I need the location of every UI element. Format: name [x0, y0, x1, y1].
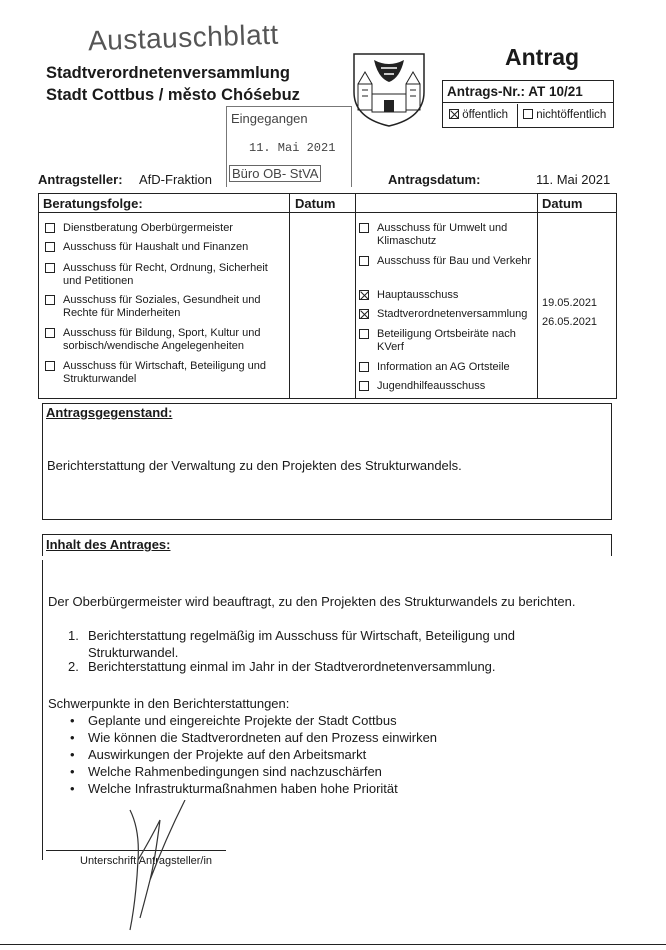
bullet-marker: • — [70, 764, 75, 779]
committee-item[interactable] — [359, 328, 535, 354]
committee-label: Ausschuss für Recht, Ordnung, Sicherheit und Petitionen — [63, 262, 268, 287]
committee-item[interactable] — [359, 380, 535, 393]
committee-checkbox[interactable] — [45, 361, 55, 371]
committee-item[interactable] — [45, 262, 285, 288]
received-stamp-line1: Eingegangen — [231, 111, 308, 126]
gegenstand-title: Antragsgegenstand: — [46, 405, 173, 420]
inhalt-left-border — [42, 560, 43, 860]
city-crest-icon — [348, 44, 430, 128]
committee-label: Jugendhilfeausschuss — [377, 380, 486, 392]
grid-divider — [537, 194, 538, 398]
committee-label: Information an AG Ortsteile — [377, 361, 510, 373]
received-stamp-date: 11. Mai 2021 — [249, 141, 336, 155]
nonpublic-label: nichtöffentlich — [536, 109, 607, 121]
committee-label: Stadtverordnetenversammlung — [377, 308, 528, 320]
committee-label: Ausschuss für Bau und Verkehr — [377, 255, 532, 267]
committee-label: Ausschuss für Umwelt und Klimaschutz — [377, 222, 508, 247]
page-bottom-line — [0, 944, 666, 945]
datum-header-right: Datum — [542, 196, 583, 211]
committee-item[interactable] — [45, 360, 285, 386]
committee-checkbox[interactable] — [45, 295, 55, 305]
committee-item[interactable] — [45, 327, 285, 353]
bullet-item: Welche Rahmenbedingungen sind nachzuschärfen — [88, 764, 382, 779]
inhalt-intro: Der Oberbürgermeister wird beauftragt, zu den Projekten des Strukturwandels zu berichten. — [48, 594, 576, 609]
committee-label: Ausschuss für Haushalt und Finanzen — [63, 241, 249, 253]
public-option[interactable] — [449, 104, 508, 127]
nonpublic-option[interactable] — [523, 104, 606, 127]
numbered-marker: 1. — [68, 628, 79, 643]
committee-item[interactable] — [45, 294, 285, 320]
committee-label: Ausschuss für Wirtschaft, Beteiligung und Strukturwandel — [63, 360, 266, 385]
committee-label: Ausschuss für Bildung, Sport, Kultur und sorbisch/wendische Angelegenheiten — [63, 327, 261, 352]
gegenstand-text: Berichterstattung der Verwaltung zu den Projekten des Strukturwandels. — [47, 458, 462, 473]
committee-checkbox[interactable] — [45, 242, 55, 252]
committee-checkbox[interactable] — [359, 381, 369, 391]
grid-header-line — [39, 212, 616, 213]
antrags-nr-box — [442, 80, 614, 128]
committee-item[interactable] — [359, 308, 535, 321]
committee-checkbox[interactable] — [45, 223, 55, 233]
bullet-item: Geplante und eingereichte Projekte der Stadt Cottbus — [88, 713, 397, 728]
committee-item[interactable] — [359, 255, 535, 268]
received-stamp — [226, 106, 352, 187]
antrags-nr: Antrags-Nr.: AT 10/21 — [443, 81, 613, 103]
committee-checkbox[interactable] — [359, 256, 369, 266]
committee-item[interactable] — [359, 222, 535, 248]
meeting-date: 26.05.2021 — [542, 316, 598, 328]
committee-checkbox-checked[interactable] — [359, 290, 369, 300]
beratungsfolge-header: Beratungsfolge: — [43, 196, 143, 211]
meeting-date: 19.05.2021 — [542, 297, 598, 309]
document-type-title: Antrag — [505, 44, 580, 70]
bullet-marker: • — [70, 781, 75, 796]
divider — [517, 104, 518, 127]
public-label: öffentlich — [462, 109, 509, 121]
committee-item[interactable] — [45, 241, 285, 254]
applicant-value: AfD-Fraktion — [139, 172, 212, 187]
date-value: 11. Mai 2021 — [536, 172, 611, 187]
org-name-line2: Stadt Cottbus / město Chóśebuz — [46, 86, 300, 104]
committee-checkbox[interactable] — [45, 328, 55, 338]
bullet-item: Welche Infrastrukturmaßnahmen haben hohe Priorität — [88, 781, 398, 796]
committee-checkbox[interactable] — [45, 263, 55, 273]
public-checkbox[interactable] — [449, 109, 459, 119]
beratungsfolge-table — [38, 193, 617, 399]
bullet-marker: • — [70, 713, 75, 728]
visibility-options — [443, 104, 613, 127]
committee-checkbox[interactable] — [359, 223, 369, 233]
inhalt-title: Inhalt des Antrages: — [46, 537, 171, 552]
focus-heading: Schwerpunkte in den Berichterstattungen: — [48, 696, 290, 711]
numbered-item: Berichterstattung einmal im Jahr in der Stadtverordnetenversammlung. — [88, 659, 496, 674]
bullet-item: Auswirkungen der Projekte auf den Arbeitsmarkt — [88, 747, 367, 762]
date-label: Antragsdatum: — [388, 172, 481, 187]
numbered-marker: 2. — [68, 659, 79, 674]
datum-header-left: Datum — [295, 196, 336, 211]
committee-label: Hauptausschuss — [377, 289, 459, 301]
grid-divider — [289, 194, 290, 398]
nonpublic-checkbox[interactable] — [523, 109, 533, 119]
bullet-marker: • — [70, 730, 75, 745]
committee-checkbox[interactable] — [359, 329, 369, 339]
austauschblatt-stamp: Austauschblatt — [87, 18, 280, 57]
committee-label: Dienstberatung Oberbürgermeister — [63, 222, 233, 234]
committee-checkbox-checked[interactable] — [359, 309, 369, 319]
received-stamp-office: Büro OB- StVA — [229, 165, 321, 182]
committee-item[interactable] — [359, 289, 535, 302]
committee-item[interactable] — [359, 361, 535, 374]
grid-divider — [355, 194, 356, 398]
committee-label: Beteiligung Ortsbeiräte nach KVerf — [377, 328, 516, 353]
numbered-item: Berichterstattung regelmäßig im Ausschuss für Wirtschaft, Beteiligung und Strukturwandel. — [88, 628, 516, 660]
handwritten-signature-icon — [110, 800, 200, 940]
bullet-item: Wie können die Stadtverordneten auf den Prozess einwirken — [88, 730, 438, 745]
committee-item[interactable] — [45, 222, 285, 235]
committee-checkbox[interactable] — [359, 362, 369, 372]
applicant-label: Antragsteller: — [38, 172, 123, 187]
org-name-line1: Stadtverordnetenversammlung — [46, 64, 290, 82]
bullet-marker: • — [70, 747, 75, 762]
committee-label: Ausschuss für Soziales, Gesundheit und Rechte für Minderheiten — [63, 294, 261, 319]
signature-label: Unterschrift Antragsteller/in — [80, 855, 213, 867]
